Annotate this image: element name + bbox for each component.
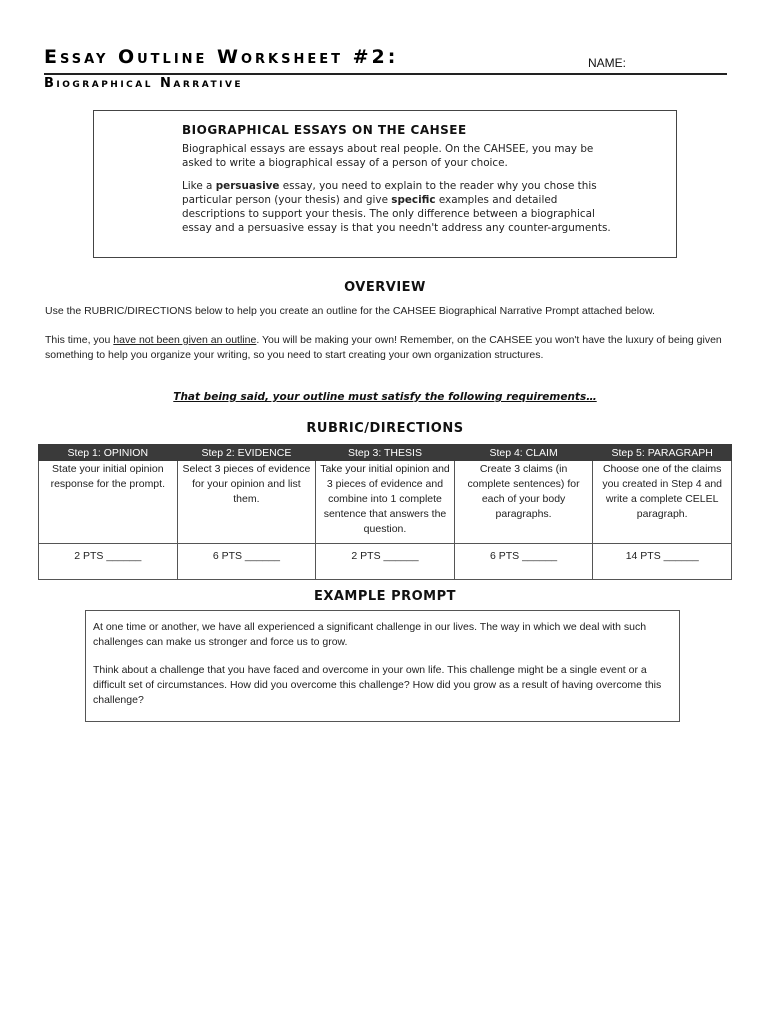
rubric-points-step1: 2 PTS ______ [39, 544, 178, 580]
rubric-table [38, 444, 732, 580]
example-prompt-box [85, 610, 680, 722]
intro-content [182, 123, 622, 244]
rubric-desc-step4: Create 3 claims (in complete sentences) for each of your body paragraphs. [454, 461, 593, 544]
rubric-title: RUBRIC/DIRECTIONS [306, 421, 464, 436]
rubric-header-step5: Step 5: PARAGRAPH [593, 445, 732, 461]
intro-box [93, 110, 677, 258]
prompt-paragraph-2: Think about a challenge that you have faced and overcome in your own life. This challenge might be a single event or a difficult set of circumstances. How did you overcome this challenge? How did you grow as a result of having overcome this challenge? [93, 664, 662, 706]
rubric-header-step2: Step 2: EVIDENCE [177, 445, 316, 461]
intro-p2-text-c: examples and detailed descriptions to support your thesis. The only difference between a biographical essay and a persuasive essay is that you needn't address any counter-arguments. [182, 194, 611, 234]
overview-paragraph-2 [45, 333, 730, 363]
specific-emphasis: specific [391, 194, 436, 206]
persuasive-emphasis: persuasive [215, 180, 280, 192]
rubric-desc-step2: Select 3 pieces of evidence for your opinion and list them. [177, 461, 316, 544]
name-label: NAME: [588, 56, 627, 70]
worksheet-subtitle: Biographical Narrative [44, 76, 244, 91]
rubric-points-step5: 14 PTS ______ [593, 544, 732, 580]
worksheet-title: Essay Outline Worksheet #2: [44, 46, 399, 68]
rubric-header-step3: Step 3: THESIS [316, 445, 455, 461]
intro-p2-text-a: Like a [182, 180, 216, 192]
overview-p2-text-a: This time, you [45, 334, 114, 346]
overview-p2-text-b: . You will be making your own! Remember, on the CAHSEE you won't have the luxury of being given something to help you organize your writing, so you need to start creating your own organization structures. [45, 334, 722, 361]
prompt-paragraph-1: At one time or another, we have all experienced a significant challenge in our lives. The way in which we deal with such challenges can make us stronger and force us to grow. [93, 621, 647, 648]
rubric-points-step2: 6 PTS ______ [177, 544, 316, 580]
intro-paragraph-1: Biographical essays are essays about real people. On the CAHSEE, you may be asked to write a biographical essay of a person of your choice. [182, 143, 594, 169]
header-rule [44, 73, 727, 75]
overview-p2-underlined: have not been given an outline [113, 334, 257, 346]
rubric-desc-step3: Take your initial opinion and 3 pieces of evidence and combine into 1 complete sentence that answers the question. [316, 461, 455, 544]
overview-paragraph-1: Use the RUBRIC/DIRECTIONS below to help you create an outline for the CAHSEE Biographical Narrative Prompt attached below. [45, 305, 655, 317]
intro-paragraph-2 [182, 179, 622, 235]
rubric-header-step1: Step 1: OPINION [39, 445, 178, 461]
overview-title: OVERVIEW [344, 280, 426, 295]
rubric-header-step4: Step 4: CLAIM [454, 445, 593, 461]
rubric-desc-step1: State your initial opinion response for the prompt. [39, 461, 178, 544]
rubric-points-step3: 2 PTS ______ [316, 544, 455, 580]
requirements-note: That being said, your outline must satisfy the following requirements… [173, 391, 597, 403]
rubric-points-step4: 6 PTS ______ [454, 544, 593, 580]
example-prompt-title: EXAMPLE PROMPT [313, 589, 457, 604]
rubric-desc-step5: Choose one of the claims you created in Step 4 and write a complete CELEL paragraph. [593, 461, 732, 544]
intro-heading: BIOGRAPHICAL ESSAYS ON THE CAHSEE [182, 123, 467, 137]
intro-p2-text-b: essay, you need to explain to the reader why you chose this particular person (your thesis) and give [182, 180, 597, 206]
